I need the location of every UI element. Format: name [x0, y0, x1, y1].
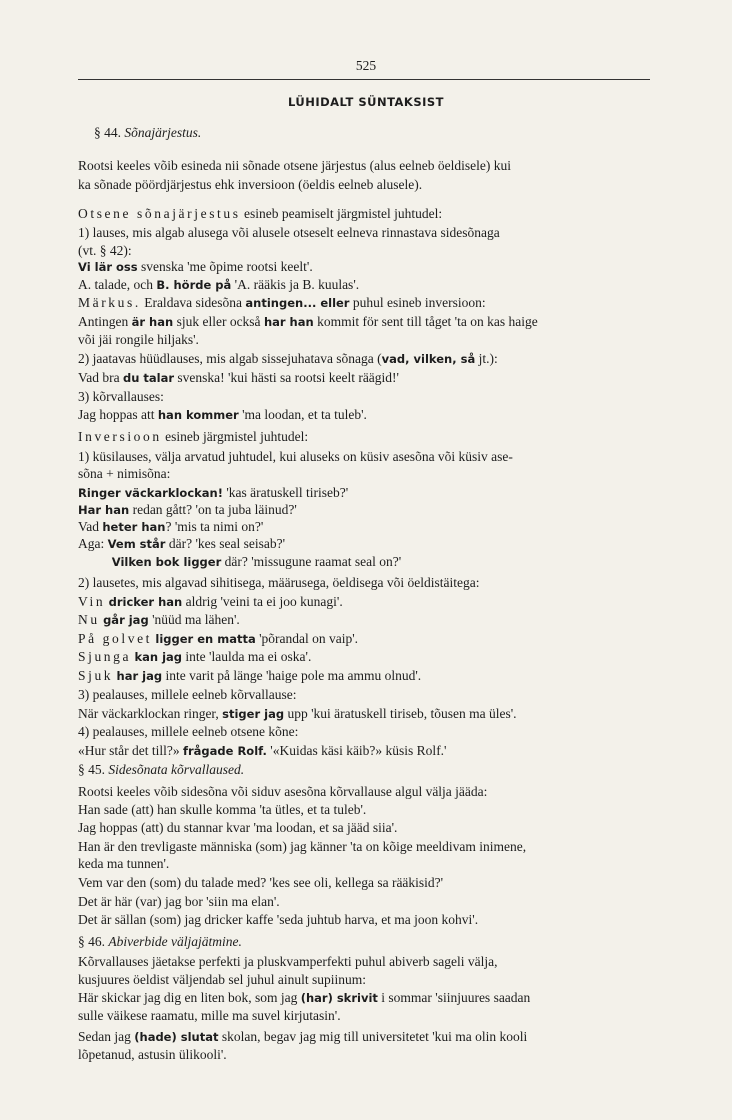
text-run: inte varit på länge 'haige pole ma ammu olnud'. [162, 668, 422, 683]
text-run: lõpetanud, astusin ülikooli'. [78, 1047, 227, 1062]
text-run: Det är här (var) jag bor 'siin ma elan'. [78, 894, 280, 909]
text-line [78, 388, 164, 405]
text-line [78, 933, 242, 950]
text-run: Rootsi keeles võib esineda nii sõnade otsene järjestus (alus eelneb öeldisele) kui [78, 158, 512, 173]
text-run: Han är den trevligaste människa (som) jag känner 'ta on kõige meeldivam inimene, [78, 839, 527, 854]
swedish-bold-phrase: heter han [102, 520, 166, 534]
text-line [78, 1028, 527, 1046]
text-run: sõna + nimisõna: [78, 466, 171, 481]
text-run: Abiverbide väljajätmine. [108, 934, 242, 949]
text-line [78, 593, 343, 611]
text-run: § 46. [78, 934, 109, 949]
text-run: 'kas äratuskell tiriseb?' [223, 485, 349, 500]
text-run: Det är sällan (som) jag dricker kaffe 'seda juhtub harva, et ma joon kohvi'. [78, 912, 479, 927]
text-run: Sõnajärjestus. [124, 125, 202, 140]
text-run: i sommar 'siinjuures saadan [377, 990, 531, 1005]
text-run: redan gått? 'on ta juba läinud?' [129, 502, 297, 517]
swedish-bold-phrase: (hade) slutat [134, 1030, 219, 1044]
text-run: svenska 'me õpime rootsi keelt'. [137, 259, 313, 274]
text-run: 'põrandal on vaip'. [255, 631, 359, 646]
text-line [78, 553, 401, 571]
text-run: 1) küsilauses, välja arvatud juhtudel, kui aluseks on küsiv asesõna või küsiv ase- [78, 449, 513, 464]
swedish-bold-phrase: har han [263, 315, 314, 329]
text-line [78, 484, 348, 502]
text-line [78, 819, 397, 836]
text-run: 3) kõrvallauses: [78, 389, 164, 404]
text-run: kommit för sent till tåget 'ta on kas haige [313, 314, 538, 329]
text-line [78, 157, 511, 174]
text-run: Här skickar jag dig en liten bok, som jag [78, 990, 301, 1005]
text-run: '«Kuidas käsi käib?» küsis Rolf.' [266, 743, 447, 758]
text-line [78, 855, 169, 872]
text-line [78, 630, 358, 648]
swedish-bold-phrase: Vilken bok ligger [111, 555, 222, 569]
text-line [78, 874, 443, 891]
text-line [78, 801, 366, 818]
text-line [78, 535, 285, 553]
swedish-bold-phrase: Vem står [107, 537, 166, 551]
text-run: 'ma loodan, et ta tuleb'. [238, 407, 367, 422]
text-line [78, 783, 487, 800]
text-line [78, 761, 244, 778]
text-run: esineb järgmistel juhtudel: [161, 429, 309, 444]
text-line [78, 667, 421, 685]
text-line [78, 294, 486, 312]
text-run: svenska! 'kui hästi sa rootsi keelt räägid!' [174, 370, 399, 385]
text-run: Sidesõnata kõrvallaused. [108, 762, 245, 777]
text-run: «Hur står det till?» [78, 743, 183, 758]
swedish-bold-phrase: stiger jag [222, 707, 285, 721]
text-run: Märkus. [78, 295, 141, 310]
text-run: där? 'kes seal seisab?' [165, 536, 286, 551]
text-run: Kõrvallauses jäetakse perfekti ja pluskvamperfekti puhul abiverb sageli välja, [78, 954, 498, 969]
text-line [78, 574, 480, 591]
text-line [78, 350, 498, 368]
text-run: esineb peamiselt järgmistel juhtudel: [240, 206, 443, 221]
text-line [78, 224, 500, 241]
text-line [78, 953, 497, 970]
swedish-bold-phrase: ligger en matta [155, 632, 256, 646]
swedish-bold-phrase: är han [131, 315, 174, 329]
text-run: sjuk eller också [173, 314, 264, 329]
swedish-bold-phrase: har jag [116, 669, 163, 683]
text-line [78, 911, 478, 928]
text-line [78, 369, 399, 387]
header-rule [78, 79, 650, 80]
text-run: Han sade (att) han skulle komma 'ta ütles, et ta tuleb'. [78, 802, 367, 817]
text-run: puhul esineb inversioon: [349, 295, 486, 310]
text-run: keda ma tunnen'. [78, 856, 170, 871]
text-run: Jag hoppas (att) du stannar kvar 'ma loodan, et sa jääd siia'. [78, 820, 398, 835]
text-run: Vem var den (som) du talade med? 'kes see oli, kellega sa rääkisid?' [78, 875, 444, 890]
swedish-bold-phrase: går jag [103, 613, 149, 627]
text-line [78, 705, 517, 723]
text-run: 'A. rääkis ja B. kuulas'. [231, 277, 360, 292]
text-run: inte 'laulda ma ei oska'. [182, 649, 312, 664]
text-line [78, 518, 263, 536]
swedish-bold-phrase: Ringer väckarklockan! [78, 486, 223, 500]
text-run: ? 'mis ta nimi on?' [165, 519, 264, 534]
text-line [78, 1007, 341, 1024]
text-run: Vin [78, 594, 106, 609]
text-line [78, 176, 422, 193]
text-run: 4) pealauses, millele eelneb otsene kõne: [78, 724, 299, 739]
text-run: Aga: [78, 536, 108, 551]
text-line [78, 611, 240, 629]
text-run: sulle väikese raamatu, mille ma suvel kirjutasin'. [78, 1008, 341, 1023]
text-line [78, 428, 308, 445]
text-line [78, 989, 530, 1007]
text-run: ka sõnade pöördjärjestus ehk inversioon (öeldis eelneb alusele). [78, 177, 423, 192]
text-run: Sedan jag [78, 1029, 135, 1044]
text-run: 3) pealauses, millele eelneb kõrvallause: [78, 687, 297, 702]
text-run: Sjuk [78, 668, 114, 683]
text-line [78, 501, 297, 519]
text-run: där? 'missugune raamat seal on?' [221, 554, 402, 569]
swedish-bold-phrase: frågade Rolf. [182, 744, 267, 758]
text-run: Otsene sõnajärjestus [78, 206, 241, 221]
text-run: Eraldava sidesõna [140, 295, 246, 310]
text-run: När väckarklockan ringer, [78, 706, 223, 721]
text-run: Sjunga [78, 649, 132, 664]
text-run: 2) lausetes, mis algavad sihitisega, määrusega, öeldisega või öeldistäitega: [78, 575, 480, 590]
text-run: (vt. § 42): [78, 243, 132, 258]
text-line [78, 276, 359, 294]
text-run: skolan, begav jag mig till universitetet 'kui ma olin kooli [218, 1029, 528, 1044]
text-run: kusjuures öeldist väljendab sel juhul ainult supiinum: [78, 972, 366, 987]
text-line [78, 893, 280, 910]
swedish-bold-phrase: Vi lär oss [78, 260, 138, 274]
text-run: Antingen [78, 314, 132, 329]
swedish-bold-phrase: (har) skrivit [300, 991, 378, 1005]
text-run [78, 554, 112, 569]
swedish-bold-phrase: han kommer [157, 408, 239, 422]
text-line [78, 838, 526, 855]
text-line [78, 971, 366, 988]
text-run: Rootsi keeles võib sidesõna või siduv asesõna kõrvallause algul välja jääda: [78, 784, 488, 799]
text-run: Vad [78, 519, 103, 534]
text-line [78, 205, 442, 222]
text-line [78, 465, 170, 482]
text-run: 1) lauses, mis algab alusega või alusele otseselt eelneva rinnastava sidesõnaga [78, 225, 500, 240]
swedish-bold-phrase: Har han [78, 503, 130, 517]
text-line [78, 742, 447, 760]
text-run: jt.): [475, 351, 498, 366]
text-line [94, 124, 201, 141]
text-run: § 44. [94, 125, 125, 140]
text-line [78, 242, 132, 259]
text-run: Inversioon [78, 429, 162, 444]
text-run: På golvet [78, 631, 153, 646]
text-line [78, 1046, 227, 1063]
text-run: Nu [78, 612, 100, 627]
text-run: 'nüüd ma lähen'. [148, 612, 240, 627]
text-line [78, 686, 297, 703]
text-run: aldrig 'veini ta ei joo kunagi'. [182, 594, 343, 609]
text-line [78, 258, 313, 276]
text-run: § 45. [78, 762, 109, 777]
text-run: Vad bra [78, 370, 123, 385]
swedish-bold-phrase: dricker han [108, 595, 183, 609]
text-line [78, 331, 199, 348]
text-line [78, 723, 298, 740]
text-run: A. talade, och [78, 277, 157, 292]
text-line [78, 406, 367, 424]
page-number: 525 [355, 58, 377, 73]
swedish-bold-phrase: antingen... eller [245, 296, 350, 310]
swedish-bold-phrase: du talar [122, 371, 175, 385]
text-run: või jäi rongile hiljaks'. [78, 332, 199, 347]
text-run: 2) jaatavas hüüdlauses, mis algab sissejuhatava sõnaga ( [78, 351, 382, 366]
text-line [78, 648, 311, 666]
text-line [78, 313, 538, 331]
text-run: Jag hoppas att [78, 407, 158, 422]
text-line [78, 448, 513, 465]
swedish-bold-phrase: vad, vilken, så [381, 352, 476, 366]
swedish-bold-phrase: B. hörde på [156, 278, 232, 292]
text-run: upp 'kui äratuskell tiriseb, tõusen ma üles'. [284, 706, 517, 721]
section-heading: LÜHIDALT SÜNTAKSIST [287, 95, 445, 109]
swedish-bold-phrase: kan jag [134, 650, 183, 664]
